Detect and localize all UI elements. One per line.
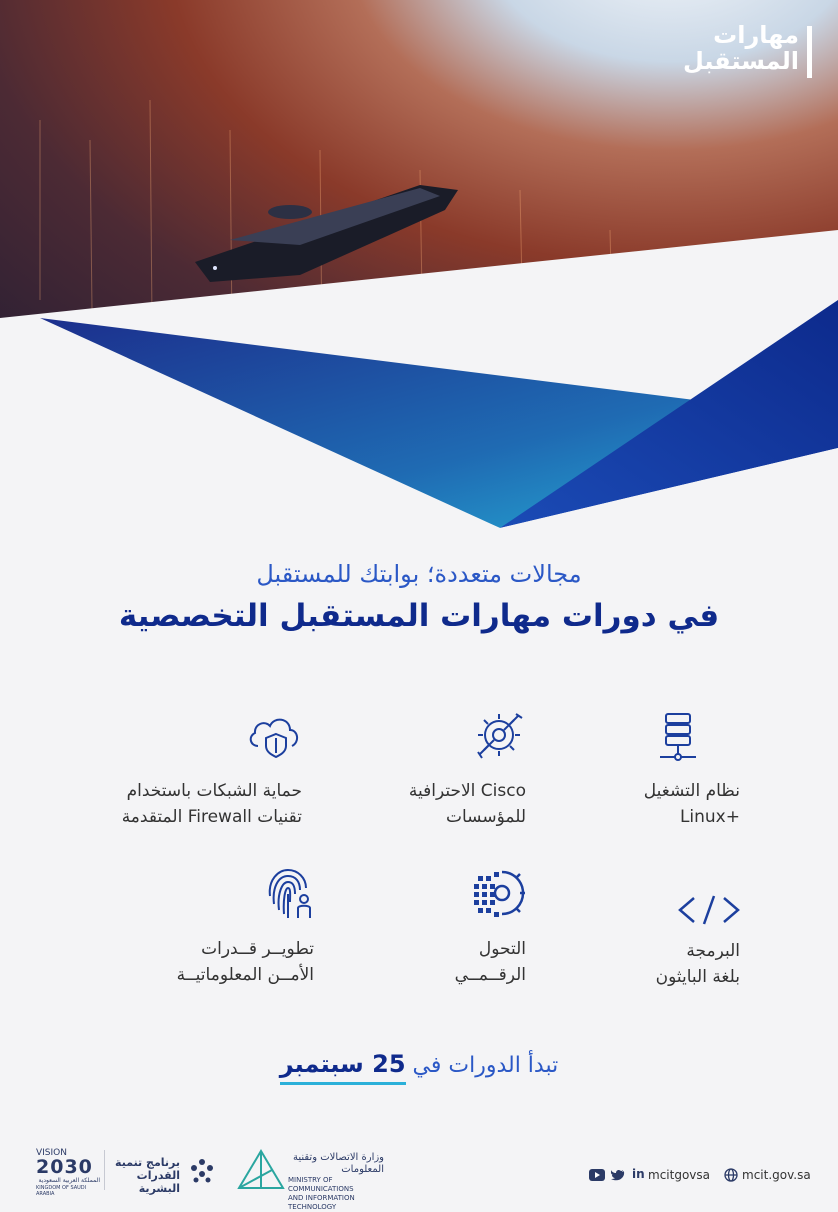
ministry-emblem [236, 1148, 286, 1194]
feature-infosec [84, 866, 314, 996]
feature-python-label [656, 938, 740, 990]
youtube-icon[interactable] [589, 1169, 605, 1181]
cloud-shield-icon [246, 712, 302, 758]
footer [0, 1140, 838, 1211]
footer-divider [104, 1150, 105, 1190]
feature-digital [296, 866, 526, 996]
feature-infosec-line-2: الأمــن المعلوماتيــة [176, 965, 314, 985]
headline-title: في دورات مهارات المستقبل التخصصية [118, 598, 720, 634]
fingerprint-user-icon [264, 866, 314, 922]
vision-country-ar: المملكة العربية السعودية [38, 1177, 100, 1184]
feature-python [510, 894, 740, 994]
globe-icon [724, 1168, 738, 1182]
start-date-value: 25 سبتمبر [280, 1050, 406, 1085]
feature-infosec-line-1: تطويــر قــدرات [201, 939, 314, 959]
ministry-name-en-2: AND INFORMATION TECHNOLOGY [288, 1194, 355, 1211]
feature-linux-line-2: +Linux [679, 807, 740, 827]
feature-python-line-1: البرمجة [686, 941, 740, 961]
vision-country-en: KINGDOM OF SAUDI ARABIA [36, 1185, 87, 1197]
ministry-name-ar: وزارة الاتصالات وتقنية المعلومات [292, 1152, 384, 1175]
feature-linux-label [644, 778, 740, 830]
feature-linux [510, 712, 740, 832]
program-name-line-1: برنامج تنمية [115, 1156, 180, 1169]
program-emblem [184, 1152, 220, 1188]
feature-cisco-label [409, 778, 526, 830]
program-name [110, 1156, 180, 1195]
start-date-prefix: تبدأ الدورات في [412, 1053, 559, 1078]
feature-firewall-line-1: حماية الشبكات باستخدام [126, 781, 302, 801]
feature-firewall-line-2: تقنيات Firewall المتقدمة [121, 807, 302, 827]
linkedin-icon[interactable]: in [632, 1167, 645, 1181]
brand-line-1: مهارات [713, 21, 799, 49]
feature-digital-line-2: الرقــمــي [454, 965, 526, 985]
feature-digital-label [455, 936, 526, 988]
brand-wordmark [683, 22, 799, 74]
ministry-name [288, 1152, 384, 1212]
feature-digital-line-1: التحول [478, 939, 526, 959]
brand-line-2: المستقبل [682, 47, 799, 75]
feature-firewall [72, 712, 302, 832]
brand-bar [807, 26, 812, 78]
feature-linux-line-1: نظام التشغيل [643, 781, 740, 801]
ministry-name-en-1: MINISTRY OF COMMUNICATIONS [288, 1176, 354, 1193]
hero-image [0, 0, 838, 530]
feature-python-line-2: بلغة البايثون [655, 967, 740, 987]
vision-2030-logo [36, 1148, 100, 1197]
vision-label: VISION [36, 1148, 67, 1158]
brand-logo [683, 22, 812, 78]
feature-cisco-line-1: Cisco الاحترافية [408, 781, 526, 801]
headline-subtitle: مجالات متعددة؛ بوابتك للمستقبل [256, 560, 582, 588]
hero-illustration [0, 0, 838, 530]
server-icon [658, 712, 698, 764]
feature-cisco [296, 708, 526, 828]
social-handle[interactable]: mcitgovsa [648, 1168, 710, 1182]
start-date [0, 1050, 838, 1078]
feature-cisco-line-2: للمؤسسات [445, 807, 526, 827]
gear-wrench-icon [472, 708, 526, 762]
website-link[interactable]: mcit.gov.sa [742, 1168, 811, 1182]
twitter-icon[interactable] [611, 1169, 625, 1181]
program-name-line-2: القدرات البشرية [136, 1169, 180, 1195]
vision-year: 2030 [36, 1156, 93, 1178]
feature-firewall-label [122, 778, 302, 830]
digital-gear-icon [472, 866, 526, 920]
feature-infosec-label [177, 936, 314, 988]
code-icon [678, 894, 740, 926]
